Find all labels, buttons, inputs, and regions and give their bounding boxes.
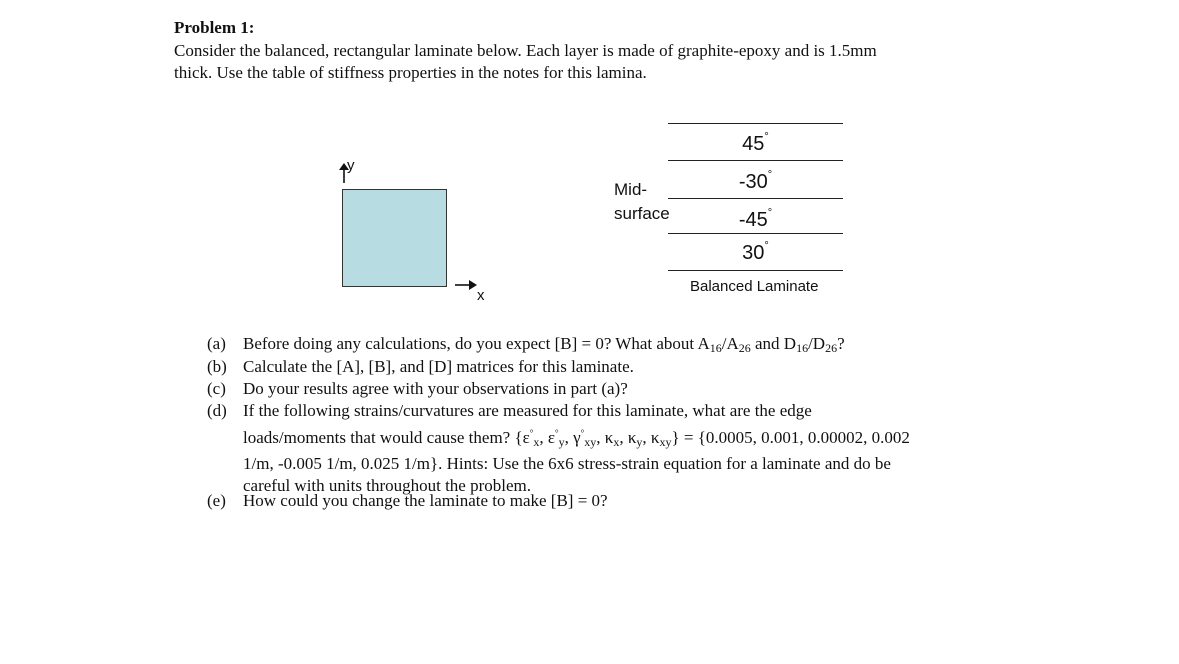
stack-caption: Balanced Laminate [690,278,819,295]
question-a-text: Before doing any calculations, do you expect [B] = 0? What about $A_{16}/A_{26}$ and $D_{16}/D_{26}$? [243,334,845,355]
y-axis-label: y [347,157,355,174]
question-c: (c) Do your results agree with your observations in part (a)? [207,379,628,398]
problem-title: Problem 1: [174,18,255,37]
ply-30: 30° [742,240,769,264]
x-axis-arrow-icon [455,278,477,292]
question-d-line-3: 1/m, -0.005 1/m, 0.025 1/m}. Hints: Use the 6x6 stress-strain equation for a laminate and do be [243,454,891,473]
question-a: (a) Before doing any calculations, do you expect [B] = 0? What about $A_{16}/A_{26}$ and $D_{16}/D_{26}$? [207,333,1007,359]
question-b: (b) Calculate the [A], [B], and [D] matrices for this laminate. [207,357,634,376]
ply-minus-30: -30° [738,169,773,193]
question-d-line-1: If the following strains/curvatures are measured for this laminate, what are the edge [243,401,812,420]
ply-minus-45: -45° [738,207,773,231]
question-e: (e) How could you change the laminate to make [B] = 0? [207,491,608,510]
ply-divider [668,160,843,161]
ply-divider [668,198,843,199]
ply-divider [668,233,843,234]
question-d-line-2: loads/moments that would cause them? {$\varepsilon^\circ_x$, $\varepsilon^\circ_y$, $\gamma^\circ_{xy}$, $\kappa_x$, $\kappa_y$, $\kappa_{xy}\} = \{0.0005$, 0.001, 0.00002, 0.002 [243,428,910,449]
intro-line-2: thick. Use the table of stiffness properties in the notes for this lamina. [174,63,647,82]
x-axis-label: x [477,287,485,304]
laminate-square [342,189,447,287]
ply-divider [668,123,843,124]
ply-45: 45° [742,131,769,155]
problem-intro [174,40,1014,84]
question-d-line-4: careful with units throughout the problem. [243,476,531,495]
ply-divider [668,270,843,271]
question-d: (d) If the following strains/curvatures are measured for this laminate, what are the edge loads/moments that would cause them? {$\varepsilon^\circ_x$, $\varepsilon^\circ_y$, $\gamma^\circ_{xy}$, $\kappa_x$, $\kappa_y$, $\kappa_{xy}\} = \{0.0005$, 0.001, 0.00002, 0.002 1/m, -0.005 1/m, 0.025 1/m}. Hints: Use the 6x6 stress-strain equation for a laminate and do be careful with units throughout the problem. [207,400,1007,497]
intro-line-1: Consider the balanced, rectangular laminate below. Each layer is made of graphite-epoxy and is 1.5mm [174,41,877,60]
mid-surface-label: Mid- surface [614,180,670,223]
